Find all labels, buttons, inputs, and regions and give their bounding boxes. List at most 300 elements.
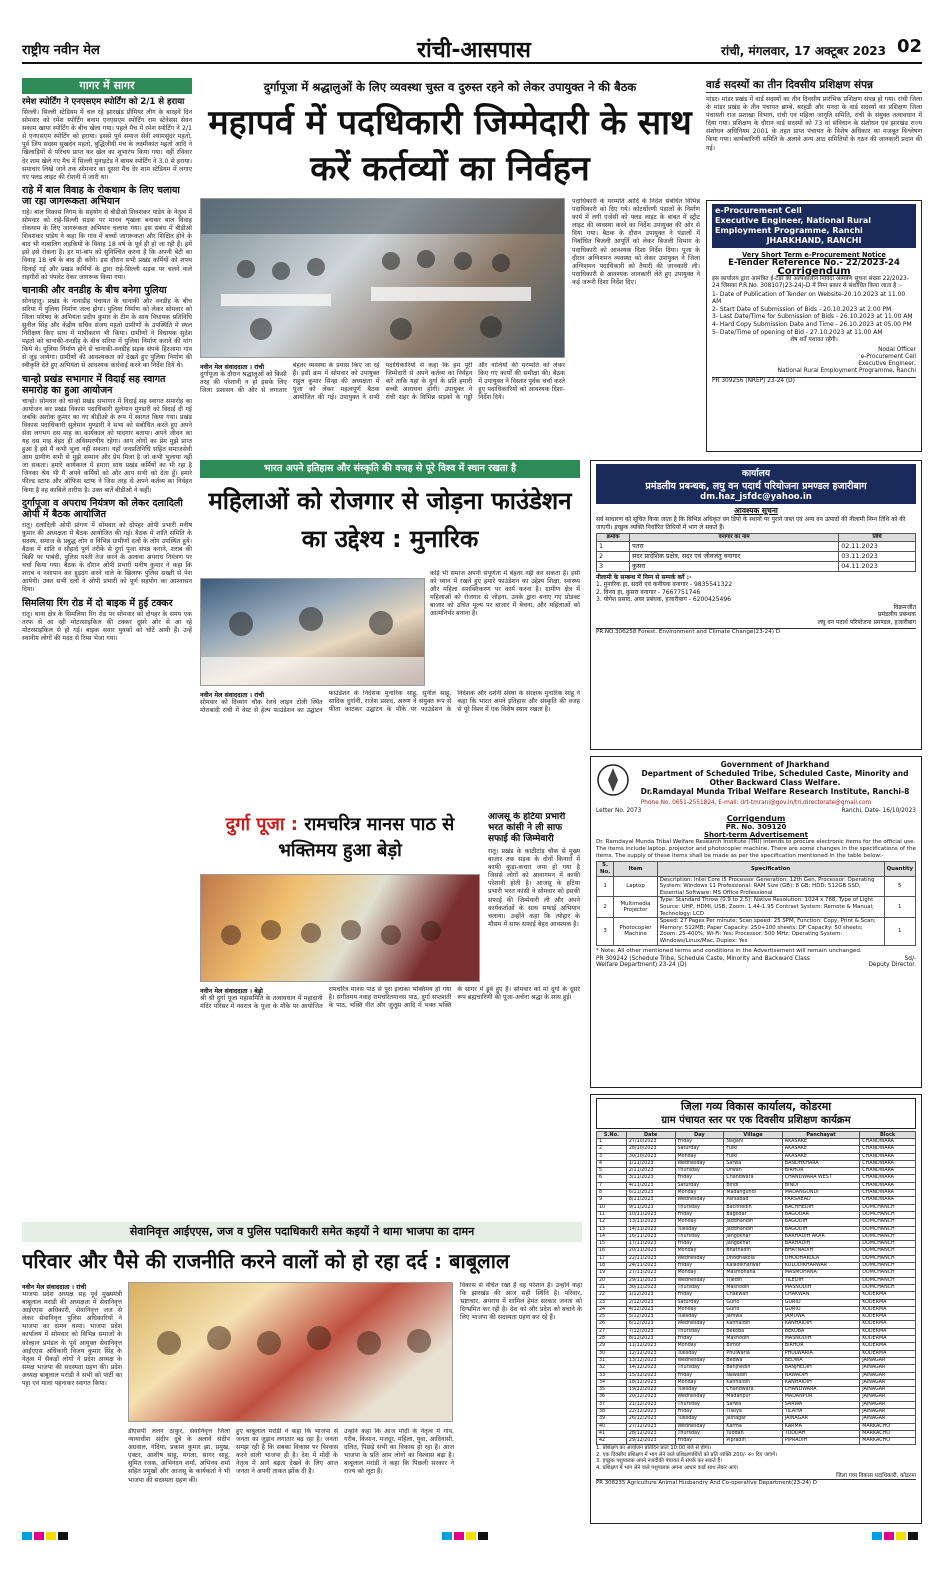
table-cell: Tuddah bbox=[724, 1430, 782, 1437]
table-cell: Sarwa bbox=[724, 1401, 782, 1408]
table-row bbox=[597, 1226, 916, 1233]
table-row bbox=[597, 1255, 916, 1262]
table-cell: Tuesday bbox=[675, 1314, 724, 1321]
table-row bbox=[597, 1430, 916, 1437]
table-cell: 4/12/2023 bbox=[626, 1306, 675, 1313]
table-row bbox=[597, 1357, 916, 1364]
table-cell: CHANDWARA bbox=[860, 1182, 916, 1189]
eproc-sign-4: National Rural Employment Programme, Ranchi bbox=[777, 367, 916, 374]
table-cell: Madangundi bbox=[724, 1190, 782, 1197]
koderma-table-header: S.No. bbox=[597, 1132, 627, 1139]
table-cell: Tuesday bbox=[675, 1387, 724, 1394]
table-row bbox=[597, 541, 916, 551]
bottom-col-2: डीएसपी ललन ठाकुर, सेवानिवृत्त जिला न्यायाधीश संदीप दुबे के अलावे संदीप अग्रवाल, गंदिया, प्रकाश कुमार झा, प्रमुख, एक्टर, आशीष साहू, मंगला, सागर साहू, सुमित रजक, अभिनंदन शर्मा, अभिनव शर्मा सहित प्रमुखों और आजसू के कार्यकर्ता ने भी भाजपा की सदस्यता ग्रहण की। bbox=[128, 1428, 230, 1484]
table-cell: Monday bbox=[675, 1219, 724, 1226]
table-cell: CHANDWARA bbox=[860, 1190, 916, 1197]
table-cell: 6 bbox=[597, 1175, 627, 1182]
table-cell: कुसरा bbox=[630, 561, 839, 571]
koderma-table-header: Day bbox=[675, 1132, 724, 1139]
bottom-col-3: हुए बाबूलाल मरांडी ने कहा कि भाजपा से जनता का जुड़ाव लगातार बढ़ रहा है। जनता समझ रही है कि सबका विकास पर विश्वास करने वाली भाजपा ही है। देश में मोदी के नेतृत्व में आगे बढ़ता देखने के लिए आज जनता ने अपनी ताकत झोंक दी है। bbox=[236, 1428, 338, 1476]
table-cell: 3 bbox=[597, 561, 630, 571]
table-cell: 24 bbox=[597, 1306, 627, 1313]
table-cell: 14/12/2023 bbox=[626, 1365, 675, 1372]
table-cell: 6/11/2023 bbox=[626, 1190, 675, 1197]
koderma-notes bbox=[596, 1445, 916, 1471]
durga-story-body-text: श्री श्री दुर्गा पूजा महासमिति के तत्वावधान में महादानी मंदिर परिसर में नवरात्र के पूजा के मौके पर आयोजित रामचरित्र मानस पाठ से पूरा इलाका भक्तिमय हो गया है। संगीतमय नवाह रामचरितमानस पाठ, दुर्गा सप्तशती के पाठ, भक्ति गीत और जुलूस आदि में भक्त भक्ति के सागर में डूबे हुए हैं। सोमवार को मां दुर्गा के दूसरे रूप ब्रह्मचारिणी की पूजा-अर्चना श्रद्धा के साथ हुई। bbox=[200, 986, 580, 1011]
table-cell: DOMCHANCH bbox=[860, 1241, 916, 1248]
eproc-header bbox=[712, 204, 916, 248]
koderma-note: 1. प्रशिक्षण का आयोजन प्रतिदिन प्रातः 10:00 बजे से होगा। bbox=[596, 1445, 711, 1452]
tribal-table-header: Quantity bbox=[884, 862, 915, 876]
table-cell: 13/11/2023 bbox=[626, 1219, 675, 1226]
table-row bbox=[597, 1365, 916, 1372]
table-cell: CHANDWARA bbox=[860, 1160, 916, 1167]
table-row bbox=[597, 1168, 916, 1175]
table-cell: DOMCHANCH bbox=[860, 1204, 916, 1211]
table-cell: KODERMA bbox=[860, 1336, 916, 1343]
tribal-line3: Dr.Ramdayal Munda Tribal Welfare Research Institute, Ranchi-8 bbox=[640, 787, 910, 796]
eproc-item: 1- Date of Publication of Tender on Website-20.10.2023 at 11.00 AM bbox=[712, 290, 906, 306]
table-cell: Sarwa bbox=[724, 1160, 782, 1167]
koderma-table-header: Panchayat bbox=[782, 1132, 859, 1139]
table-cell: BEKOBA bbox=[782, 1328, 859, 1335]
koderma-note: 2. एक दिवसीय प्रशिक्षण में भाग लेने वाले प्रशिक्षणार्थियों को प्रति व्यक्ति 200/- रु० दिए जाएंगे। bbox=[596, 1451, 778, 1458]
table-cell: Chandwara bbox=[724, 1387, 782, 1394]
table-cell: 23 bbox=[597, 1299, 627, 1306]
table-cell: Gurio bbox=[724, 1299, 782, 1306]
koderma-table-header: Block bbox=[860, 1132, 916, 1139]
table-cell: BANDHKHARA bbox=[782, 1160, 859, 1167]
durga-headline-red: दुर्गा पूजा : bbox=[225, 814, 298, 835]
table-row bbox=[597, 1408, 916, 1415]
table-cell: 2 bbox=[597, 1146, 627, 1153]
eproc-items bbox=[712, 291, 916, 337]
table-cell: JAINAGAR bbox=[782, 1416, 859, 1423]
table-cell: 30/10/2023 bbox=[626, 1153, 675, 1160]
table-cell: Jamwa bbox=[724, 1314, 782, 1321]
dateline: रांची, मंगलवार, 17 अक्टूबर 2023 bbox=[721, 44, 886, 58]
table-cell: KANHAIDIH bbox=[782, 1321, 859, 1328]
eproc-line3: JHARKHAND, RANCHI bbox=[766, 236, 862, 245]
table-cell: Kanhaidih bbox=[724, 1321, 782, 1328]
table-cell: Friday bbox=[675, 1211, 724, 1218]
left-story-headline: राहे में बाल विवाह के रोकथाम के लिए चलाया जा रहा जागरूकता अभियान bbox=[22, 184, 180, 207]
women-story-banner: भारत अपने इतिहास और संस्कृति की वजह से पूरे विश्व में स्थान रखता है bbox=[200, 460, 580, 478]
table-cell: 19 bbox=[597, 1270, 627, 1277]
koderma-table-header: Village bbox=[724, 1132, 782, 1139]
koderma-pr: PR 308235 Agriculture Animal Husbandry And Co-operative Department(23-24) D bbox=[596, 1479, 916, 1486]
table-cell: 42 bbox=[597, 1438, 627, 1445]
table-cell: DOMCHANCH bbox=[860, 1284, 916, 1291]
table-cell: Type: Standard Throw (0.9 to 2.5); Native Resolution: 1024 x 768, Type of Light Source: UHP, HDMI, USB; Zoom: 1.44-1.95 Contrast System: Remote & Manual; Technology: LCD bbox=[657, 897, 884, 918]
table-cell: 38 bbox=[597, 1408, 627, 1415]
table-cell: DOMCHANCH bbox=[860, 1277, 916, 1284]
table-cell: 02.11.2023 bbox=[839, 541, 916, 551]
table-cell: Wednesday bbox=[675, 1321, 724, 1328]
table-cell: Gurio bbox=[724, 1306, 782, 1313]
lead-side-text: पदाधिकारी के मरम्मति आदि के निर्देश संबंधित विभिन्न पदाधिकारी को दिए गये। कोटर्धोरणी पंडालों के निर्माण कार्य में लगी एजेंसी को फ्लड लाइट के बाबत में स्ट्रीट लाइट की व्यवस्था करने का निर्देश उपायुक्त की ओर से दिया गया। बैठक के दौरान उपायुक्त ने पंडालों में निर्बाधित बिजली आपूर्ति को लेकर बिजली विभाग के पदाधिकारी को आवश्यक दिशा निर्देश दिया। पूजा के दौरान अग्निशमन व्यवस्था को लेकर उपायुक्त ने जिला अग्निशमन पदाधिकारी को तैयारी की जानकारी ली। पदाधिकारी से आवश्यक जानकारी लेते हुए उपायुक्त ने कई जरूरी दिशा निर्देश दिए। bbox=[572, 198, 700, 286]
table-cell: Friday bbox=[675, 1139, 724, 1146]
table-cell: 27 bbox=[597, 1328, 627, 1335]
table-cell: 1 bbox=[597, 1139, 627, 1146]
table-row bbox=[597, 1394, 916, 1401]
party-joining-photo-icon bbox=[129, 1283, 453, 1422]
table-cell: 1 bbox=[884, 897, 915, 918]
table-cell: 27/10/2023 bbox=[626, 1139, 675, 1146]
table-cell: CHANDWARA bbox=[860, 1197, 916, 1204]
table-cell: BIRHOR bbox=[782, 1343, 859, 1350]
table-cell: 29 bbox=[597, 1343, 627, 1350]
forest-email: dm.haz_jsfdc@yahoo.in bbox=[700, 492, 812, 502]
table-row bbox=[597, 1401, 916, 1408]
page-number: 02 bbox=[896, 36, 922, 57]
table-cell: Tuesday bbox=[675, 1350, 724, 1357]
wards-story-headline: वार्ड सदस्यों का तीन दिवसीय प्रशिक्षण संपन्न bbox=[706, 78, 922, 93]
eproc-sign-3: Executive Engineer, bbox=[858, 360, 916, 367]
table-cell: Tuesday bbox=[675, 1416, 724, 1423]
table-cell: 1/12/2023 bbox=[626, 1292, 675, 1299]
table-cell: Monday bbox=[675, 1379, 724, 1386]
eproc-rest: शेष शर्तें यथावत रहेंगी। bbox=[790, 337, 838, 344]
table-cell: MARKACHO bbox=[860, 1438, 916, 1445]
bottom-headline: परिवार और पैसे की राजनीति करने वालों को हो रहा दर्द : बाबूलाल bbox=[22, 1249, 510, 1273]
table-row bbox=[597, 1146, 916, 1153]
table-cell: Jangokhar bbox=[724, 1233, 782, 1240]
table-cell: 3 bbox=[597, 918, 614, 945]
left-story-body: राहे। बाल विकास निगम के सहयोग से बीडीओ शिवशंकर पांडेय के नेतृत्व में सोमवार को राहे-सिल्ली सड़क पर मानव शृंखला बनाकर बाल विवाह रोकथाम के लिए जागरूकता अभियान चलाया गया। इस संबंध में बीडीओ शिवशंकर पांडेय ने कहा कि गांव में बच्चों जागरूकता और शिक्षित होने के बाद भी नाबालिग लड़कियों के विवाह 18 वर्ष के पूर्व ही हो जा रही हैं। हमें इसे इसे रोकना है। हर मां-बाप को सुनिश्चित करना है कि अपनी बेटी का विवाह 18 वर्ष के बाद ही करेंगे। इस दौरान सभी प्रखंड कर्मियों को शपथ दिलाई गई और प्रखंड कर्मियों के द्वारा राहे-सिल्ली सड़क पर चलने वाले राहगीरों को पंपलेट देकर जागरूक किया गया। bbox=[22, 208, 192, 281]
table-row bbox=[597, 1306, 916, 1313]
tribal-letter: Letter No. 2073 bbox=[596, 808, 642, 814]
eproc-sign-2: e-Procurement Cell bbox=[860, 353, 916, 360]
tribal-intro: Dr. Ramdayal Munda Tribal Welfare Research Institute (TRI) intends to procure electronic items for the official use. The items include laptop, projector and photocopier machine. There are some changes in the specifications of the items. The supply of these items shall be made as per the specification mentioned in the table below:- bbox=[596, 839, 916, 859]
table-cell: 29/11/2023 bbox=[626, 1277, 675, 1284]
table-cell: BHATNADIH bbox=[782, 1248, 859, 1255]
left-story-body: रातू। थाना क्षेत्र के सिमलिया रिंग रोड पर सोमवार को दोपहर के समय एक तरफ से आ रही मोटरसाइकिल की टक्कर दूसरे ओर से आ रहे मोटरसाइकिल से हो गई। बाइक सवार युवकों को चोटें आयी हैं। उन्हें स्थानीय लोगों की मदद से रिम्स भेजा गया। bbox=[22, 610, 192, 642]
table-cell: Pipradih bbox=[724, 1438, 782, 1445]
table-cell: 22/12/2023 bbox=[626, 1408, 675, 1415]
table-cell: Wednesday bbox=[675, 1255, 724, 1262]
table-cell: 10 bbox=[597, 1204, 627, 1211]
table-cell: Monday bbox=[675, 1343, 724, 1350]
table-row bbox=[597, 1241, 916, 1248]
tribal-footer bbox=[596, 956, 916, 968]
table-cell: 35 bbox=[597, 1387, 627, 1394]
table-cell: 26 bbox=[597, 1321, 627, 1328]
table-cell: CHANDWARA bbox=[860, 1168, 916, 1175]
table-cell: 19/12/2023 bbox=[626, 1387, 675, 1394]
table-cell: Laptop bbox=[614, 876, 657, 897]
tribal-advertisement bbox=[590, 756, 922, 1088]
table-cell: Chakwan bbox=[724, 1292, 782, 1299]
table-cell: CHANDWARA WEST bbox=[782, 1175, 859, 1182]
women-story-photo bbox=[200, 578, 425, 686]
table-cell: 28/12/2023 bbox=[626, 1430, 675, 1437]
table-cell: 1 bbox=[597, 541, 630, 551]
table-cell: CHANDWARA bbox=[782, 1387, 859, 1394]
table-cell: Thursday bbox=[675, 1204, 724, 1211]
table-cell: Wednesday bbox=[675, 1277, 724, 1284]
table-cell: Tuesday bbox=[675, 1226, 724, 1233]
meeting-photo-icon bbox=[201, 199, 565, 358]
table-cell: 32 bbox=[597, 1365, 627, 1372]
table-cell: GURIO bbox=[782, 1299, 859, 1306]
table-cell: 13 bbox=[597, 1226, 627, 1233]
bottom-col-1 bbox=[22, 1282, 122, 1518]
table-cell: DOMCHANCH bbox=[860, 1248, 916, 1255]
tribal-phone: Phone No. 0651-2551824, E-mail: drt-tmrani@gov.in/tri.directorate@gmail.com bbox=[640, 800, 872, 806]
table-cell: 6/12/2023 bbox=[626, 1321, 675, 1328]
table-cell: 21 bbox=[597, 1284, 627, 1291]
left-story-headline: दुर्गापूजा व अपराध नियंत्रण को लेकर दलादिली ओपी में बैठक आयोजित bbox=[22, 497, 183, 520]
table-cell: Bekoba bbox=[724, 1328, 782, 1335]
table-cell: BANJHEDIH bbox=[782, 1365, 859, 1372]
table-cell: Friday bbox=[675, 1372, 724, 1379]
table-row bbox=[597, 1299, 916, 1306]
forest-contact: 1. मुनारिक हा, सदरी एवं कनीयक वनागार - 9835541322 bbox=[596, 581, 733, 589]
forest-table-header: क्रमांक bbox=[597, 534, 630, 542]
table-cell: SARWA bbox=[782, 1401, 859, 1408]
table-cell: Dhodhakola bbox=[724, 1255, 782, 1262]
table-cell: 21/12/2023 bbox=[626, 1401, 675, 1408]
masthead bbox=[22, 34, 922, 64]
table-cell: Monday bbox=[675, 1248, 724, 1255]
lead-body bbox=[200, 362, 565, 454]
table-row bbox=[597, 1387, 916, 1394]
table-cell: Nawadih bbox=[724, 1372, 782, 1379]
table-cell: 13/12/2023 bbox=[626, 1357, 675, 1364]
table-cell: PIPRADIH bbox=[782, 1438, 859, 1445]
lead-body-text: दुर्गापूजा के दौरान श्रद्धालुओं को किसी तरह की परेशानी न हो इसके लिए जिला प्रशासन की ओर से लगातार बेहतर व्यवस्था के प्रयास किए जा रहे हैं। इसी क्रम में सोमवार को उपायुक्त राहुल कुमार सिन्हा की अध्यक्षता में पूजा को लेकर महत्वपूर्ण बैठक आयोजित की गई। उपायुक्त ने सभी पदाधिकारियों से कहा कि हम पूरी जिम्मेदारी से अपने कर्तव्य का निर्वहन करें ताकि यहां के दुर्गा के प्रति हमारी सच्ची आराधना होगी। उपायुक्त ने रांची शहर के विभिन्न सड़कों के गड्ढों और नालियों की मरम्मति को लेकर किए गए कार्यों की समीक्षा की। बैठक में उपायुक्त ने विस्तार पूर्वक चर्चा करते हुए पदाधिकारियों को आवश्यक दिशा-निर्देश दिये। bbox=[200, 362, 565, 402]
forest-contacts bbox=[596, 581, 916, 604]
table-cell: Wednesday bbox=[675, 1357, 724, 1364]
table-cell: 20 bbox=[597, 1277, 627, 1284]
wards-story bbox=[706, 78, 922, 198]
forest-intro: सर्व साधारण को सूचित किया जाता है कि विभिन्न अधिकृत वन डिपो के स्थानों पर पुराने जब्त एवं अन्य वन उत्पादों की नीलामी निम्न तिथि को की जाएगी। इच्छुक व्यक्ति निर्धारित तिथियों में भाग ले सकते हैं। bbox=[596, 516, 906, 531]
eproc-item: 4- Hard Copy Submission Date and Time - 26.10.2023 at 05.00 PM bbox=[712, 321, 912, 328]
table-cell: Friday bbox=[675, 1263, 724, 1270]
table-cell: KODERMA bbox=[860, 1350, 916, 1357]
forest-contacts-title: नीलामी के सम्बन्ध में निम्न से सम्पर्क करें :- bbox=[596, 573, 692, 581]
table-cell: BEDWA bbox=[782, 1357, 859, 1364]
left-story-headline: चान्हो प्रखंड सभागार में विदाई सह स्वागत समारोह का हुआ आयोजन bbox=[22, 373, 166, 396]
left-story-body: सोनाहातू। प्रखंड के नावाडीह पंचायत के चानाकी और वनडीह के बीच सरिया में पुलिया निर्माण जल्द होगा। पुलिया निर्माण को लेकर सोमवार को जिला परिषद के अभियंता प्रदीप कुमार के टीम के साथ विधायक प्रतिनिधि सुनील सिंह और केंद्रीय सचिव संजय महतो ग्रामीणों के उपस्थिति में स्थल निरीक्षण किए साथ में मापीकरण भी किया। ग्रामीणों ने विधायक सुदेश महतो को चानाकी-वनडीह के बीच सरिया में पुलिया निर्माण कराने की मांग किये थे। पुलिया निर्माण होने से चानाकी-वनडीह सड़क संपर्क हिरजामा गांव से जुड़ जायेगा। ग्रामीणों की आवश्यकता को देखते हुए पुलिया निर्माण की स्वीकृति देते हुए अभियंता से आवश्यक कार्रवाई करने का निर्देश दिये थे। bbox=[22, 297, 192, 370]
tribal-corrigendum: Corrigendum bbox=[726, 814, 786, 823]
table-cell: 2 bbox=[597, 897, 614, 918]
eproc-signature bbox=[712, 347, 916, 375]
table-row bbox=[597, 561, 916, 571]
table-cell: 1 bbox=[884, 918, 915, 945]
bottom-col-4: उन्होंने कहा कि आज मोदी के नेतृत्व में गांव, गरीब, किसान, मजदूर, महिला, युवा, आदिवासी, दलित, पिछड़े सभी का विकास हो रहा है। आज भाजपा के प्रति आम लोगों का विश्वास बढ़ा है। बाबूलाल मरांडी ने कहा कि पिछली सरकार ने राज्य को लूटा है। bbox=[344, 1428, 454, 1476]
table-cell: 4 bbox=[597, 1160, 627, 1167]
eproc-intro: इस कार्यालय द्वारा आमंत्रित ई-टेंडर की अल्पकालीन निविदा आमंत्रण सूचना संख्या 22/2023-24 जिसका P.R.No. 308107(23-24)-D में निम्न प्रकार से संशोधित किया जाता है :- bbox=[712, 276, 909, 290]
table-row bbox=[597, 1270, 916, 1277]
table-cell: Saturday bbox=[675, 1182, 724, 1189]
table-cell: 8/11/2023 bbox=[626, 1197, 675, 1204]
eproc-pr: PR 309256 (NREP) 23-24 (D) bbox=[712, 377, 916, 384]
table-cell: Monday bbox=[675, 1190, 724, 1197]
forest-table-header: तिथि bbox=[839, 534, 916, 542]
table-cell: KANHAIDIH bbox=[782, 1379, 859, 1386]
table-cell: Tilaiya bbox=[724, 1408, 782, 1415]
women-story-body bbox=[200, 690, 580, 808]
table-cell: Masmohana bbox=[724, 1270, 782, 1277]
table-cell: Friday bbox=[675, 1336, 724, 1343]
table-cell: Thursday bbox=[675, 1233, 724, 1240]
table-cell: सदर प्रादेशिक प्रक्षेत्र, सदर एवं जीवजंतु वनागार bbox=[630, 551, 839, 561]
table-row bbox=[597, 1248, 916, 1255]
women-story-body-text: सोमवार को दिव्यांग चौक रेलवे लाइन टोली स्थित मोराबादी रांची में वेस्ट से हेल्प फाउंडेशन का उद्घाटन फाउंडेशन के निदेशक मुनारिक साहू, सुनील साहू, सादिक दुर्गानी, राजेश प्रसाद, अरुण ने संयुक्त रूप से फीता काटकर उद्घाटन के मौके पर फाउंडेशन के निदेशक और दर्शनी संस्था के संरक्षक मुनारिक साहू ने कहा कि भारत अपने इतिहास और संस्कृति की वजह से पूरे विश्व में एक विशेष स्थान रखता है। bbox=[200, 690, 580, 715]
left-story-headline: रमेश स्पोर्टिंग ने एनएसएम स्पोर्टिंग को 2/1 से हराया bbox=[22, 97, 185, 107]
table-cell: 03.11.2023 bbox=[839, 551, 916, 561]
table-cell: Friday bbox=[675, 1292, 724, 1299]
table-cell: Karma bbox=[724, 1423, 782, 1430]
durga-headline-text: रामचरित्र मानस पाठ से भक्तिमय हुआ बेड़ो bbox=[278, 814, 455, 861]
table-cell: Thursday bbox=[675, 1284, 724, 1291]
table-cell: 39 bbox=[597, 1416, 627, 1423]
tribal-title: Short-term Advertisement bbox=[703, 831, 809, 839]
tribal-sign: Sd/- bbox=[904, 955, 916, 962]
eproc-item: 5- Date/Time of opening of Bid - 27.10.2023 at 11.00 AM bbox=[712, 328, 883, 336]
koderma-signature: जिला गव्य विकास पदाधिकारी, कोडरमा bbox=[836, 1473, 916, 1480]
table-cell: JAINAGAR bbox=[860, 1387, 916, 1394]
table-cell: 2/12/2023 bbox=[626, 1299, 675, 1306]
left-column-header: गागर में सागर bbox=[22, 78, 192, 94]
table-cell: MASNODIH bbox=[782, 1284, 859, 1291]
table-cell: Wednesday bbox=[675, 1394, 724, 1401]
table-row bbox=[597, 1153, 916, 1160]
koderma-line2: ग्राम पंचायत स्तर पर एक दिवसीय प्रशिक्षण कार्यक्रम bbox=[661, 1115, 851, 1126]
table-cell: Friday bbox=[675, 1408, 724, 1415]
hatia-story bbox=[488, 812, 580, 1102]
table-cell: CHANDWARA bbox=[860, 1153, 916, 1160]
tribal-header bbox=[596, 760, 916, 800]
table-cell: 34 bbox=[597, 1379, 627, 1386]
table-cell: 36 bbox=[597, 1394, 627, 1401]
left-story-body: सिल्ली। सिल्ली स्टेडियम में चल रहे झारखंड प्रीमियर लीग के बारहवें दिन सोमवार को रमेश स्पोर्टिंग बनाम एनएसएम स्पोर्टिंग राम स्टेनेसस सेवन सकाम खाया स्पोर्टिंग के बीच खेला गया। पहले मैच में रमेश स्पोर्टिंग ने 2/1 से एनएसएम स्पोर्टिंग को हराया। इससे पूर्व समाज सेवी श्यामसुंदर महतो, पूर्व जिप सदस्य सुखदेव महतो, बुद्धिजीवी मंच के लक्ष्मीकांत महतो आदि ने खिलाड़ियों से परिचय प्राप्त कर खेल का शुभारंभ किया गया। वहीं रविवार देर शाम खेले गए मैच में सिल्ली युनाइटेड ने बायब स्पोर्टिंग ने 3.0 से हराया। समाचार लिखे जाने तक सोमवार का दूसरा मैच देर शाम स्टेडियम में लगाए गए फ्लड लाइट की रोशनी में जारी था। bbox=[22, 109, 192, 181]
left-story-body: रातू। दलादिली ओपी प्रांगण में सोमवार को दोपहर ओपी प्रभारी मनीष कुमार की अध्यक्षता में बैठक आयोजित की गई। बैठक में शांति समिति के सदस्य, समाज के प्रबुद्ध लोग व विभिन्न ग्रामीणों दलों के लोग उपस्थित हुये। बैठक में शांति व सौहार्द पूर्ण तरीके से दुर्गा पूजा संपन्न कराने, शराब की बिक्री पर पाबंदी, पुलिस गश्ती तेज करने के अलावा अपराध नियंत्रण पर चर्चा किया गया। बैठक के दौरान ओपी प्रभारी मनीष कुमार ने कहा कि शराब व नशापान कर हुड़दंग करने वाले के खिलाफ पुलिस सख्ती से पेश आयेगी। उक्त सभी दलों ने ओपी प्रभारी को पूर्ण सहयोग का आश्वासन दिया। bbox=[22, 521, 192, 594]
tribal-line1: Government of Jharkhand bbox=[720, 760, 830, 769]
table-cell: Urwan bbox=[724, 1168, 782, 1175]
table-cell: 31 bbox=[597, 1357, 627, 1364]
table-cell: JAINAGAR bbox=[860, 1372, 916, 1379]
table-cell: Masnodih bbox=[724, 1284, 782, 1291]
table-cell: 27/11/2023 bbox=[626, 1270, 675, 1277]
table-cell: 12 bbox=[597, 1219, 627, 1226]
table-row bbox=[597, 1314, 916, 1321]
table-cell: 12/12/2023 bbox=[626, 1350, 675, 1357]
table-cell: Saturday bbox=[675, 1299, 724, 1306]
table-cell: Jangokhar bbox=[724, 1241, 782, 1248]
table-cell: 9/11/2023 bbox=[626, 1204, 675, 1211]
table-cell: Jainagar bbox=[724, 1416, 782, 1423]
table-cell: MADANGUNDI bbox=[782, 1190, 859, 1197]
table-cell: BINDI bbox=[782, 1182, 859, 1189]
table-cell: 30 bbox=[597, 1350, 627, 1357]
eproc-line1: e-Procurement Cell bbox=[715, 206, 802, 215]
tribal-note: * Note: All other mentioned terms and conditions in the Advertisement will remain unchanged. bbox=[596, 947, 862, 954]
table-row bbox=[597, 1438, 916, 1445]
table-cell: JAMUWA bbox=[782, 1314, 859, 1321]
left-column bbox=[22, 78, 192, 1218]
table-row bbox=[597, 1219, 916, 1226]
forest-table bbox=[596, 533, 916, 572]
table-cell: Monday bbox=[675, 1270, 724, 1277]
table-cell: 04.11.2023 bbox=[839, 561, 916, 571]
koderma-line1: जिला गव्य विकास कार्यालय, कोडरमा bbox=[680, 1100, 832, 1113]
table-cell: AKASAKE bbox=[782, 1153, 859, 1160]
women-story-byline: नवीन मेल संवाददाता । रांची bbox=[200, 692, 265, 699]
durga-story-headline bbox=[200, 812, 480, 870]
table-cell: Friday bbox=[675, 1438, 724, 1445]
table-cell: Wednesday bbox=[675, 1160, 724, 1167]
table-cell: Banjhedih bbox=[724, 1365, 782, 1372]
table-cell: 33 bbox=[597, 1372, 627, 1379]
table-cell: Masnodih bbox=[724, 1336, 782, 1343]
table-cell: Phulwaria bbox=[724, 1350, 782, 1357]
forest-pr: PR.NO.306258 Forest, Environment and Climate Change(23-24) D bbox=[596, 628, 916, 635]
table-cell: DOMCHANCH bbox=[860, 1226, 916, 1233]
table-cell: Bedwa bbox=[724, 1357, 782, 1364]
table-row bbox=[597, 876, 916, 897]
table-row bbox=[597, 1277, 916, 1284]
table-cell: TUDDAH bbox=[782, 1430, 859, 1437]
tribal-table-header: S. No. bbox=[597, 862, 614, 876]
table-row bbox=[597, 1211, 916, 1218]
table-cell: 28/10/2023 bbox=[626, 1146, 675, 1153]
table-cell: 3 bbox=[597, 1153, 627, 1160]
table-row bbox=[597, 1292, 916, 1299]
koderma-note: 3. इच्छुक पशुपालक अपने नजदीकी पंचायत में संपर्क कर सकते हैं। bbox=[596, 1458, 723, 1465]
table-cell: KARMA bbox=[782, 1423, 859, 1430]
eproc-corrigendum: Corrigendum bbox=[777, 265, 851, 277]
table-cell: Bagodar bbox=[724, 1211, 782, 1218]
press-conference-photo-icon bbox=[201, 579, 425, 686]
table-row bbox=[597, 918, 916, 945]
table-cell: Monday bbox=[675, 1306, 724, 1313]
table-cell: पतरा bbox=[630, 541, 839, 551]
table-cell: 22 bbox=[597, 1292, 627, 1299]
table-cell: Bhatnadih bbox=[724, 1248, 782, 1255]
table-row bbox=[597, 551, 916, 561]
table-cell: Multimedia Projector bbox=[614, 897, 657, 918]
section-title: रांची-आसपास bbox=[417, 38, 531, 63]
koderma-header bbox=[596, 1098, 916, 1129]
table-cell: DHODHAKOLA bbox=[782, 1255, 859, 1262]
table-cell: 2 bbox=[597, 551, 630, 561]
table-cell: 22/11/2023 bbox=[626, 1255, 675, 1262]
table-cell: Jaddhandih bbox=[724, 1219, 782, 1226]
table-cell: 24/11/2023 bbox=[626, 1263, 675, 1270]
table-cell: JAINAGAR bbox=[860, 1394, 916, 1401]
women-story-headline: महिलाओं को रोजगार से जोड़ना फाउंडेशन का उद्देश्य : मुनारिक bbox=[208, 487, 572, 553]
table-cell: Description: Intel Core i5 Processor Generation: 12th Gen, Processor: Operating System: Windows 11 Professional: RAM Size (GB): 8 GB; HDD: 512GB SSD, Essential Software: MS Office Professional bbox=[657, 876, 884, 897]
table-cell: 7/12/2023 bbox=[626, 1328, 675, 1335]
table-cell: 16 bbox=[597, 1248, 627, 1255]
table-row bbox=[597, 1379, 916, 1386]
bottom-col-5: विकास से वंचित रखा है वह परेशान है। उन्होंने कहा कि झारखंड की आज सही स्थिति है। परिवार, भ्रष्टाचार, अपराध में शामिल हेमंत सरकार जनता को दिग्भ्रमित कर रही है। देश को और प्रदेश को बचाने के लिए भाजपा की सदस्यता ग्रहण कर रहे हैं। bbox=[460, 1282, 582, 1322]
forest-sign-2: प्रमंडलीय प्रबन्धक bbox=[877, 611, 916, 619]
table-cell: BARHADIH bbox=[782, 1241, 859, 1248]
table-row bbox=[597, 1423, 916, 1430]
table-cell: Friday bbox=[675, 1241, 724, 1248]
table-row bbox=[597, 1197, 916, 1204]
table-cell: PARSABAD bbox=[782, 1197, 859, 1204]
table-row bbox=[597, 1328, 916, 1335]
table-row bbox=[597, 1321, 916, 1328]
table-cell: JAINAGAR bbox=[860, 1365, 916, 1372]
table-cell: Jaddhandih bbox=[724, 1226, 782, 1233]
tribal-line2: Department of Scheduled Tribe, Scheduled Caste, Minority and Other Backward Class Welfare. bbox=[641, 769, 909, 787]
